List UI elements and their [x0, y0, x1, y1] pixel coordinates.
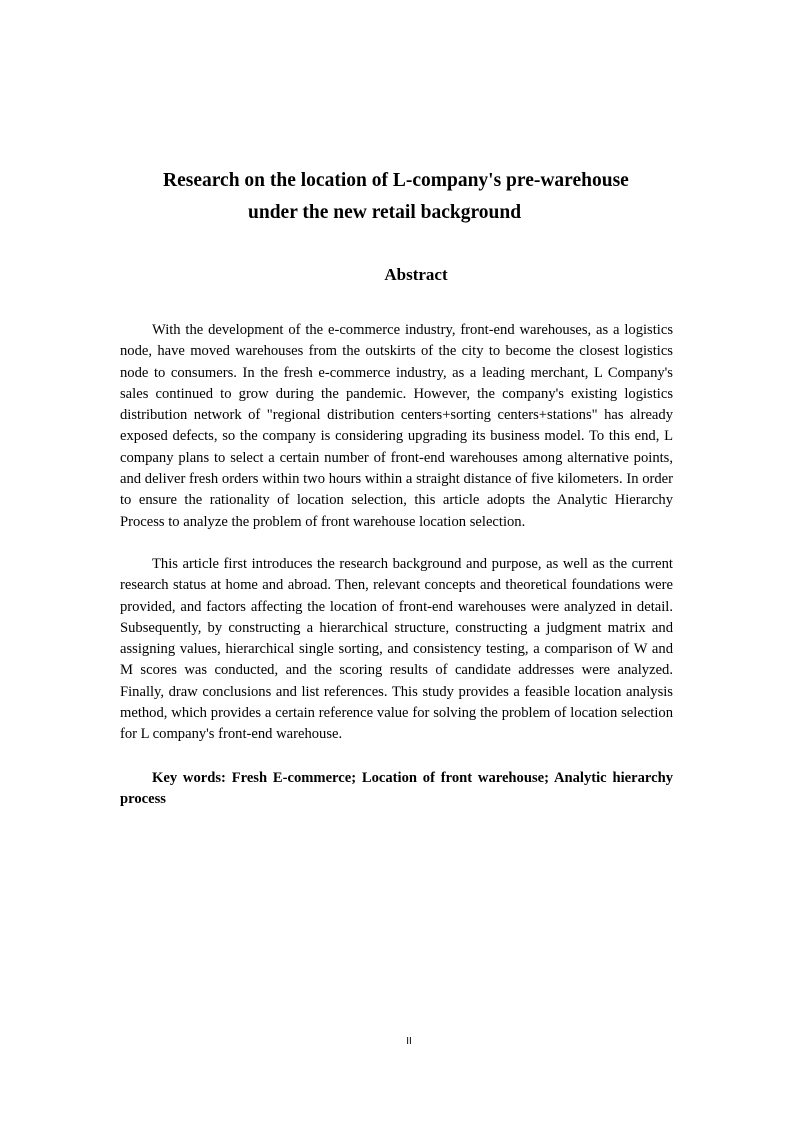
abstract-heading: Abstract [384, 265, 448, 284]
paragraph-text: This article first introduces the research background and purpose, as well as the current research status at home and abroad. Then, relevant concepts and theoretical foundations were provided, and factors affecting the location of front-end warehouses were analyzed in detail. Subsequently, by constructing a hierarchical structure, constructing a judgment matrix and assigning values, hierarchical single sorting, and consistency testing, a comparison of W and M scores was conducted, and the scoring results of candidate addresses were analyzed. Finally, draw conclusions and list references. This study provides a feasible location analysis method, which provides a certain reference value for solving the problem of location selection for L company's front-end warehouse. [120, 556, 673, 743]
title-line-2: under the new retail background [248, 202, 522, 223]
paragraph-text: With the development of the e-commerce industry, front-end warehouses, as a logistics node, have moved warehouses from the outskirts of the city to become the closest logistics node to consumers. In the fresh e-commerce industry, as a leading merchant, L Company's sales continued to grow during the pandemic. However, the company's existing logistics distribution network of "regional distribution centers+sorting centers+stations" has already exposed defects, so the company is considering upgrading its business model. To this end, L company plans to select a certain number of front-end warehouses among alternative points, and deliver fresh orders within two hours within a straight distance of five kilometers. In order to ensure the rationality of location selection, this article adopts the Analytic Hierarchy Process to analyze the problem of front warehouse location selection. [120, 322, 673, 530]
keywords: Key words: Fresh E-commerce; Location of front warehouse; Analytic hierarchy process [120, 770, 673, 808]
page-number: II [406, 1036, 412, 1047]
abstract-paragraph-1 [120, 320, 673, 533]
title-line-1: Research on the location of L-company's pre-warehouse [163, 170, 629, 191]
abstract-paragraph-2 [120, 554, 673, 746]
